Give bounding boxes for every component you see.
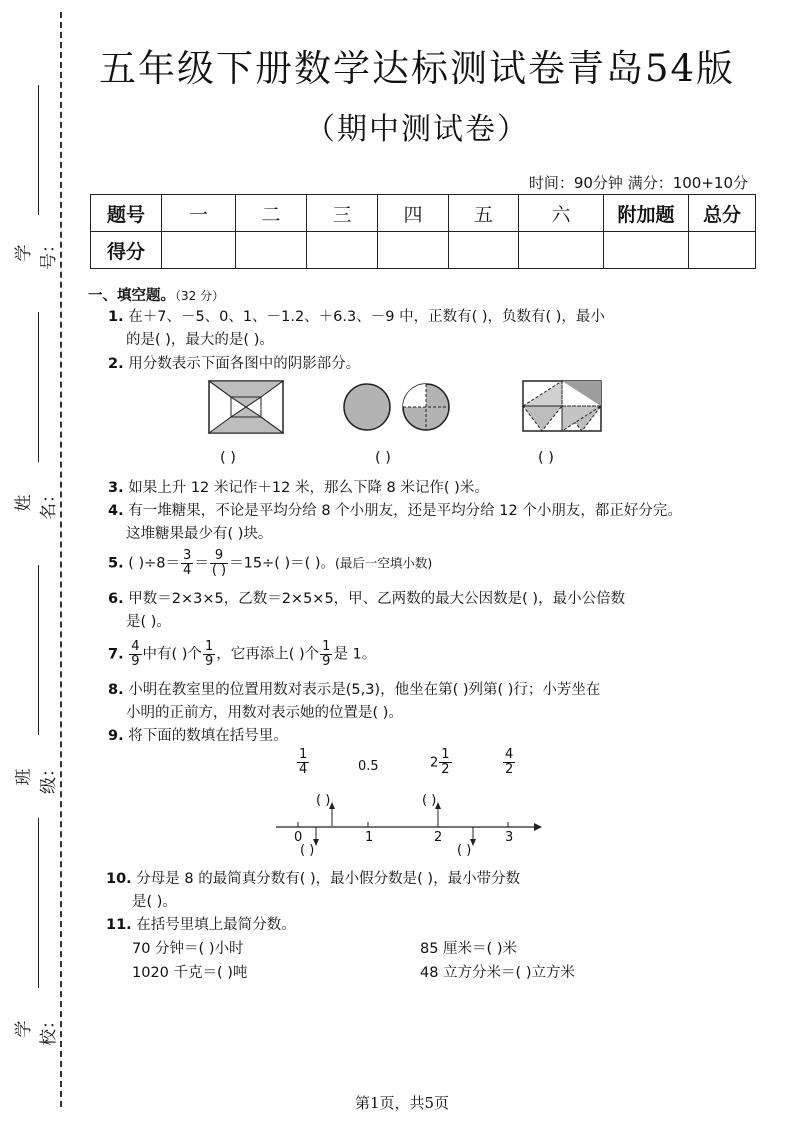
question-3: 3. 如果上升 12 米记作＋12 米，那么下降 8 米记作( )米。 xyxy=(108,480,489,496)
student-no-label: 学号： xyxy=(14,236,59,270)
page-title: 五年级下册数学达标测试卷青岛54版 xyxy=(98,47,736,90)
fraction: $\frac{3}{4}$ xyxy=(183,548,192,578)
score-cell[interactable] xyxy=(378,232,449,269)
page-footer: 第1页，共5页 xyxy=(354,1094,450,1112)
q2-blank-2[interactable]: ( ) xyxy=(375,450,391,466)
q11-item-a: 70 分钟＝( )小时 xyxy=(132,941,244,957)
score-header-cell: 附加题 xyxy=(604,195,689,232)
tick-label-1: 1 xyxy=(365,830,374,845)
question-7: 7. $\frac{4}{9}$ 中有( )个 $\frac{1}{9}$ ，它再添上( )个 $\frac{1}{9}$ 是 1。 xyxy=(108,639,377,669)
tick-label-3: 3 xyxy=(505,830,514,845)
q9-blank-above-2[interactable]: ( ) xyxy=(422,793,437,808)
figure-rectangle-trapezoid xyxy=(209,381,283,433)
shaded-figures xyxy=(200,372,620,442)
q2-blank-3[interactable]: ( ) xyxy=(538,450,554,466)
fraction: $\frac{1}{9}$ xyxy=(322,639,331,669)
q11-item-d: 48 立方分米＝( )立方米 xyxy=(420,965,575,981)
exam-meta: 时间：90分钟 满分：100+10分 xyxy=(528,174,748,192)
q9-blank-below-1[interactable]: ( ) xyxy=(300,843,315,858)
question-1: 1. 在＋7、－5、0、1、－1.2、＋6.3、－9 中，正数有( )，负数有( )，最小 xyxy=(108,309,605,325)
school-label: 学校： xyxy=(14,1012,59,1046)
class-label: 班级： xyxy=(14,760,59,794)
score-header-cell: 一 xyxy=(162,195,236,232)
q2-blank-1[interactable]: ( ) xyxy=(220,450,236,466)
score-row-label: 得分 xyxy=(91,232,162,269)
question-8: 8. 小明在教室里的位置用数对表示是(5,3)，他坐在第( )列第( )行；小芳坐在 xyxy=(108,682,601,698)
score-table-header-row xyxy=(91,195,756,232)
score-table-score-row xyxy=(91,232,756,269)
school-rule xyxy=(38,818,39,988)
question-1-line2: 的是( )，最大的是( )。 xyxy=(126,332,274,348)
binding-dashed-line xyxy=(60,12,62,1107)
score-header-cell: 六 xyxy=(519,195,604,232)
page-subtitle: （期中测试卷） xyxy=(305,112,529,147)
score-header-cell: 题号 xyxy=(91,195,162,232)
tick-label-0: 0 xyxy=(294,830,303,845)
score-table xyxy=(90,194,756,269)
section-1-heading: 一、填空题。（32 分） xyxy=(88,288,225,304)
question-2: 2. 用分数表示下面各图中的阴影部分。 xyxy=(108,356,361,372)
tick-label-2: 2 xyxy=(434,830,443,845)
class-rule xyxy=(38,565,39,735)
name-rule xyxy=(38,312,39,462)
q11-item-b: 85 厘米＝( )米 xyxy=(420,941,517,957)
question-6-line2: 是( )。 xyxy=(126,614,171,630)
question-6: 6. 甲数＝2×3×5，乙数＝2×5×5，甲、乙两数的最大公因数是( )，最小公倍数 xyxy=(108,591,626,607)
question-4-line2: 这堆糖果最少有( )块。 xyxy=(126,526,273,542)
score-cell[interactable] xyxy=(519,232,604,269)
score-header-cell: 总分 xyxy=(689,195,756,232)
score-header-cell: 五 xyxy=(449,195,519,232)
score-cell[interactable] xyxy=(307,232,378,269)
q9-value-quarter: $\frac{1}{4}$ xyxy=(299,747,308,777)
figure-circles xyxy=(344,384,449,430)
fraction: $\frac{9}{( )}$ xyxy=(211,548,227,578)
question-11: 11. 在括号里填上最简分数。 xyxy=(106,917,296,933)
q9-value-four-halves: $\frac{4}{2}$ xyxy=(505,747,514,777)
score-cell[interactable] xyxy=(162,232,236,269)
score-header-cell: 三 xyxy=(307,195,378,232)
score-cell[interactable] xyxy=(689,232,756,269)
question-4: 4. 有一堆糖果，不论是平均分给 8 个小朋友，还是平均分给 12 个小朋友，都正好分完。 xyxy=(108,503,682,519)
q9-value-mixed: 2 $\frac{1}{2}$ xyxy=(430,747,450,777)
q9-blank-below-2[interactable]: ( ) xyxy=(457,843,472,858)
fraction: $\frac{1}{9}$ xyxy=(204,639,214,669)
question-8-line2: 小明的正前方，用数对表示她的位置是( )。 xyxy=(126,705,403,721)
question-5: 5. ( )÷8＝ $\frac{3}{4}$ ＝ $\frac{9}{( )}$ ＝15÷( )＝( )。(最后一空填小数) xyxy=(108,548,433,578)
q9-value-half-decimal: 0.5 xyxy=(358,759,379,774)
score-header-cell: 四 xyxy=(378,195,449,232)
question-10: 10. 分母是 8 的最简真分数有( )，最小假分数是( )，最小带分数 xyxy=(106,871,521,887)
name-label: 姓名： xyxy=(14,486,59,520)
score-cell[interactable] xyxy=(604,232,689,269)
score-cell[interactable] xyxy=(449,232,519,269)
q11-item-c: 1020 千克＝( )吨 xyxy=(132,965,248,981)
figure-rectangle-triangles xyxy=(523,381,601,431)
score-header-cell: 二 xyxy=(236,195,307,232)
question-10-line2: 是( )。 xyxy=(132,894,177,910)
q9-blank-above-1[interactable]: ( ) xyxy=(316,793,331,808)
score-cell[interactable] xyxy=(236,232,307,269)
fraction: $\frac{4}{9}$ xyxy=(131,639,140,669)
question-9: 9. 将下面的数填在括号里。 xyxy=(108,728,288,744)
